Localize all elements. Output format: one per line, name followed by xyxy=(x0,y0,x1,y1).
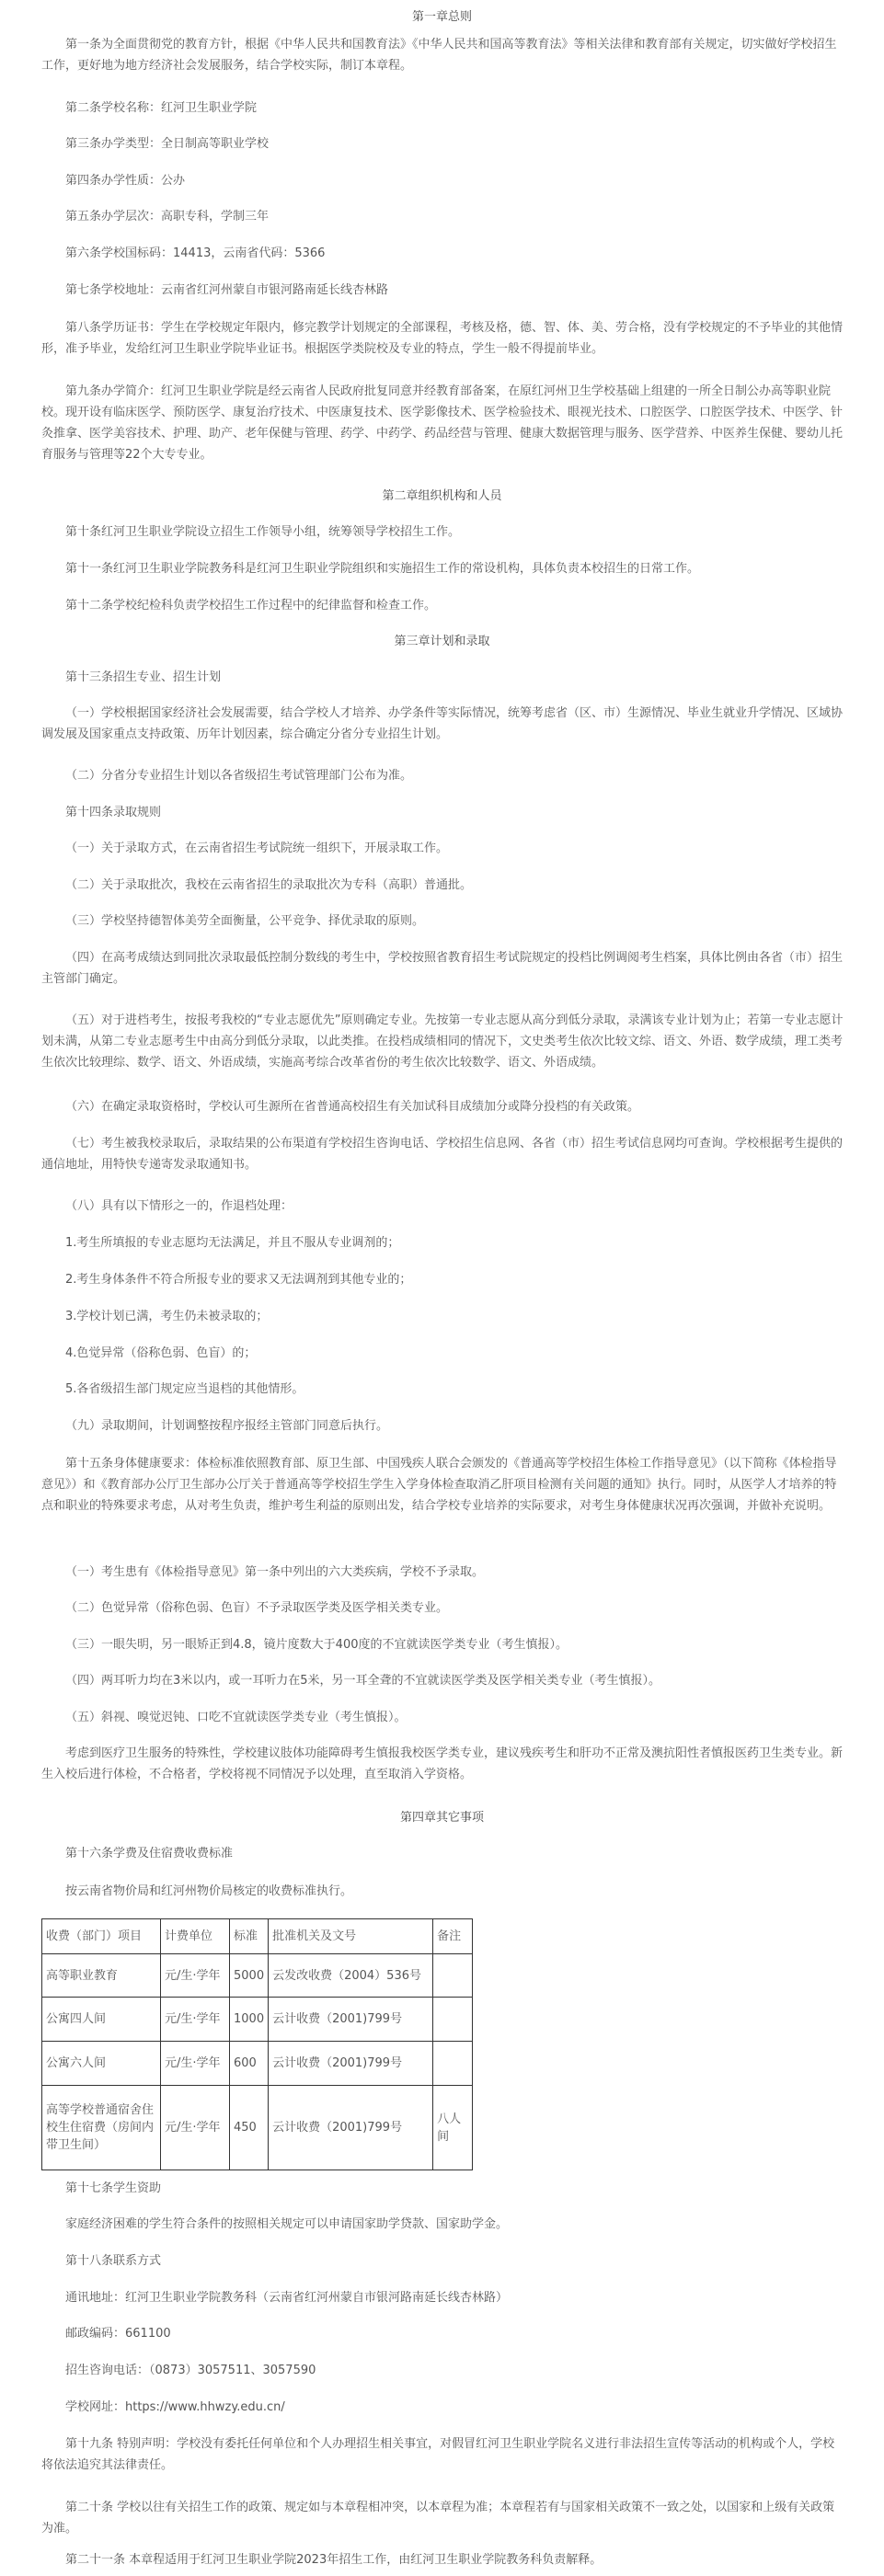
health-note: 考虑到医疗卫生服务的特殊性，学校建议肢体功能障碍考生慎报我校医学类专业，建议残疾考生和肝功不正常及澳抗阳性者慎报医药卫生类专业。新生入校后进行体检，不合格者，学校将视不同情况予以处理，直至取消入学资格。 xyxy=(41,1746,844,1781)
article-4: 第四条办学性质：公办 xyxy=(65,174,186,188)
fee-table xyxy=(41,1918,473,2170)
article-13-item-2: （二）分省分专业招生计划以各省级招生考试管理部门公布为准。 xyxy=(65,769,413,783)
table-row xyxy=(42,1954,473,1998)
table-row xyxy=(42,2086,473,2170)
article-1: 第一条为全面贯彻党的教育方针，根据《中华人民共和国教育法》《中华人民共和国高等教育法》等相关法律和教育部有关规定，切实做好学校招生工作，更好地为地方经济社会发展服务，结合学校实际，制订本章程。 xyxy=(41,38,837,73)
article-6: 第六条学校国标码：14413，云南省代码：5366 xyxy=(65,246,326,260)
table-cell xyxy=(433,1954,473,1998)
table-cell: 高等职业教育 xyxy=(42,1954,161,1998)
table-cell: 1000 xyxy=(230,1998,269,2042)
article-15-item-4: （四）两耳听力均在3米以内，或一耳听力在5米，另一耳全聋的不宜就读医学类及医学相关类专业（考生慎报）。 xyxy=(65,1674,661,1688)
article-15-item-3: （三）一眼失明，另一眼矫正到4.8，镜片度数大于400度的不宜就读医学类专业（考生慎报）。 xyxy=(65,1638,568,1652)
table-cell: 云计收费（2001)799号 xyxy=(269,1998,433,2042)
article-2: 第二条学校名称：红河卫生职业学院 xyxy=(65,101,258,115)
withdraw-case-5: 5.各省级招生部门规定应当退档的其他情形。 xyxy=(65,1382,304,1396)
article-15: 第十五条身体健康要求：体检标准依照教育部、原卫生部、中国残疾人联合会颁发的《普通高等学校招生体检工作指导意见》（以下简称《体检指导意见》）和《教育部办公厅卫生部办公厅关于普通高等学校招生学生入学身体检查取消乙肝项目检测有关问题的通知》执行。同时，从医学人才培养的特点和职业的特殊要求考虑，从对考生负责，维护考生利益的原则出发，结合学校专业培养的实际要求，对考生身体健康状况再次强调，并做补充说明。 xyxy=(41,1457,837,1513)
article-10: 第十条红河卫生职业学院设立招生工作领导小组，统筹领导学校招生工作。 xyxy=(65,525,461,539)
article-12: 第十二条学校纪检科负责学校招生工作过程中的纪律监督和检查工作。 xyxy=(65,599,437,613)
article-7: 第七条学校地址：云南省红河州蒙自市银河路南延长线杏林路 xyxy=(65,283,389,297)
article-18: 第十八条联系方式 xyxy=(65,2254,162,2268)
contact-postcode: 邮政编码：661100 xyxy=(65,2327,171,2341)
article-14-item-1: （一）关于录取方式，在云南省招生考试院统一组织下，开展录取工作。 xyxy=(65,841,449,855)
table-cell: 云计收费（2001)799号 xyxy=(269,2042,433,2086)
student-aid-text: 家庭经济困难的学生符合条件的按照相关规定可以申请国家助学贷款、国家助学金。 xyxy=(65,2217,509,2231)
table-cell: 公寓四人间 xyxy=(42,1998,161,2042)
table-cell xyxy=(433,2042,473,2086)
school-website-link[interactable]: 学校网址：https://www.hhwzy.edu.cn/ xyxy=(65,2400,285,2414)
article-14-item-9: （九）录取期间，计划调整按程序报经主管部门同意后执行。 xyxy=(65,1419,389,1433)
table-cell: 元/生·学年 xyxy=(161,1954,230,1998)
article-17: 第十七条学生资助 xyxy=(65,2181,162,2195)
article-13-item-1: （一）学校根据国家经济社会发展需要，结合学校人才培养、办学条件等实际情况，统筹考虑省（区、市）生源情况、毕业生就业升学情况、区域协调发展及国家重点支持政策、历年计划因素，综合确定分省分专业招生计划。 xyxy=(41,706,844,741)
table-cell: 八人间 xyxy=(433,2086,473,2170)
table-header-cell: 标准 xyxy=(230,1919,269,1954)
article-19: 第十九条 特别声明：学校没有委托任何单位和个人办理招生相关事宜，对假冒红河卫生职业学院名义进行非法招生宣传等活动的机构或个人，学校将依法追究其法律责任。 xyxy=(41,2437,835,2472)
article-20: 第二十条 学校以往有关招生工作的政策、规定如与本章程相冲突，以本章程为准；本章程若有与国家相关政策不一致之处，以国家和上级有关政策为准。 xyxy=(41,2501,835,2536)
table-cell: 公寓六人间 xyxy=(42,2042,161,2086)
chapter-4-title: 第四章其它事项 xyxy=(399,1811,484,1825)
article-3: 第三条办学类型：全日制高等职业学校 xyxy=(65,137,270,151)
table-cell: 元/生·学年 xyxy=(161,2042,230,2086)
article-14-item-2: （二）关于录取批次，我校在云南省招生的录取批次为专科（高职）普通批。 xyxy=(65,878,473,892)
withdraw-case-3: 3.学校计划已满，考生仍未被录取的； xyxy=(65,1310,269,1323)
table-header-cell: 批准机关及文号 xyxy=(269,1919,433,1954)
contact-phone: 招生咨询电话：（0873）3057511、3057590 xyxy=(65,2364,316,2377)
table-row xyxy=(42,1998,473,2042)
fee-standard-note: 按云南省物价局和红河州物价局核定的收费标准执行。 xyxy=(65,1884,353,1898)
withdraw-case-1: 1.考生所填报的专业志愿均无法满足，并且不服从专业调剂的； xyxy=(65,1236,400,1250)
table-cell: 600 xyxy=(230,2042,269,2086)
table-cell: 5000 xyxy=(230,1954,269,1998)
table-cell: 云计收费（2001)799号 xyxy=(269,2086,433,2170)
table-cell xyxy=(433,1998,473,2042)
article-14-item-4: （四）在高考成绩达到同批次录取最低控制分数线的考生中，学校按照省教育招生考试院规定的投档比例调阅考生档案，具体比例由各省（市）招生主管部门确定。 xyxy=(41,951,844,986)
withdraw-case-2: 2.考生身体条件不符合所报专业的要求又无法调剂到其他专业的； xyxy=(65,1273,412,1287)
article-21: 第二十一条 本章程适用于红河卫生职业学院2023年招生工作，由红河卫生职业学院教务科负责解释。 xyxy=(65,2553,603,2567)
withdraw-case-4: 4.色觉异常（俗称色弱、色盲）的； xyxy=(65,1346,257,1360)
table-header-cell: 备注 xyxy=(433,1919,473,1954)
article-14-item-7: （七）考生被我校录取后，录取结果的公布渠道有学校招生咨询电话、学校招生信息网、各省（市）招生考试信息网均可查询。学校根据考生提供的通信地址，用特快专递寄发录取通知书。 xyxy=(41,1137,844,1172)
article-15-item-1: （一）考生患有《体检指导意见》第一条中列出的六大类疾病，学校不予录取。 xyxy=(65,1565,485,1579)
table-cell: 元/生·学年 xyxy=(161,1998,230,2042)
chapter-3-title: 第三章计划和录取 xyxy=(394,635,490,648)
table-cell: 云发改收费（2004）536号 xyxy=(269,1954,433,1998)
table-header-cell: 计费单位 xyxy=(161,1919,230,1954)
table-cell: 450 xyxy=(230,2086,269,2170)
article-13: 第十三条招生专业、招生计划 xyxy=(65,670,222,684)
chapter-1-title: 第一章总则 xyxy=(411,10,472,24)
table-cell: 高等学校普通宿舍住校生住宿费（房间内带卫生间） xyxy=(42,2086,161,2170)
table-header-row xyxy=(42,1919,473,1954)
article-14-item-5: （五）对于进档考生，按报考我校的“专业志愿优先”原则确定专业。先按第一专业志愿从高分到低分录取，录满该专业计划为止；若第一专业志愿计划未满，从第二专业志愿考生中由高分到低分录取，以此类推。在投档成绩相同的情况下，文史类考生依次比较文综、语文、外语、数学成绩，理工类考生依次比较理综、数学、语文、外语成绩，实施高考综合改革省份的考生依次比较数学、语文、外语成绩。 xyxy=(41,1013,844,1070)
article-14-item-8: （八）具有以下情形之一的，作退档处理： xyxy=(65,1199,293,1213)
table-header-cell: 收费（部门）项目 xyxy=(42,1919,161,1954)
article-5: 第五条办学层次：高职专科，学制三年 xyxy=(65,210,270,223)
chapter-2-title: 第二章组织机构和人员 xyxy=(382,489,502,503)
article-9: 第九条办学简介：红河卫生职业学院是经云南省人民政府批复同意并经教育部备案，在原红河州卫生学校基础上组建的一所全日制公办高等职业院校。现开设有临床医学、预防医学、康复治疗技术、中医康复技术、医学影像技术、医学检验技术、眼视光技术、口腔医学、口腔医学技术、中医学、针灸推拿、医学美容技术、护理、助产、老年保健与管理、药学、中药学、药品经营与管理、健康大数据管理与服务、医学营养、中医养生保健、婴幼儿托育服务与管理等22个大专专业。 xyxy=(41,384,844,462)
article-15-item-2: （二）色觉异常（俗称色弱、色盲）不予录取医学类及医学相关类专业。 xyxy=(65,1601,449,1615)
table-cell: 元/生·学年 xyxy=(161,2086,230,2170)
contact-address: 通讯地址：红河卫生职业学院教务科（云南省红河州蒙自市银河路南延长线杏林路） xyxy=(65,2291,509,2305)
article-11: 第十一条红河卫生职业学院教务科是红河卫生职业学院组织和实施招生工作的常设机构，具体负责本校招生的日常工作。 xyxy=(65,562,700,576)
article-14-item-3: （三）学校坚持德智体美劳全面衡量，公平竞争、择优录取的原则。 xyxy=(65,914,425,928)
article-14: 第十四条录取规则 xyxy=(65,806,162,819)
table-row xyxy=(42,2042,473,2086)
article-16: 第十六条学费及住宿费收费标准 xyxy=(65,1847,234,1860)
article-14-item-6: （六）在确定录取资格时，学校认可生源所在省普通高校招生有关加试科目成绩加分或降分投档的有关政策。 xyxy=(65,1100,640,1114)
article-15-item-5: （五）斜视、嗅觉迟钝、口吃不宜就读医学类专业（考生慎报）。 xyxy=(65,1711,407,1724)
article-8: 第八条学历证书：学生在学校规定年限内，修完教学计划规定的全部课程，考核及格，德、智、体、美、劳合格，没有学校规定的不予毕业的其他情形，准予毕业，发给红河卫生职业学院毕业证书。根据医学类院校及专业的特点，学生一般不得提前毕业。 xyxy=(41,321,844,356)
